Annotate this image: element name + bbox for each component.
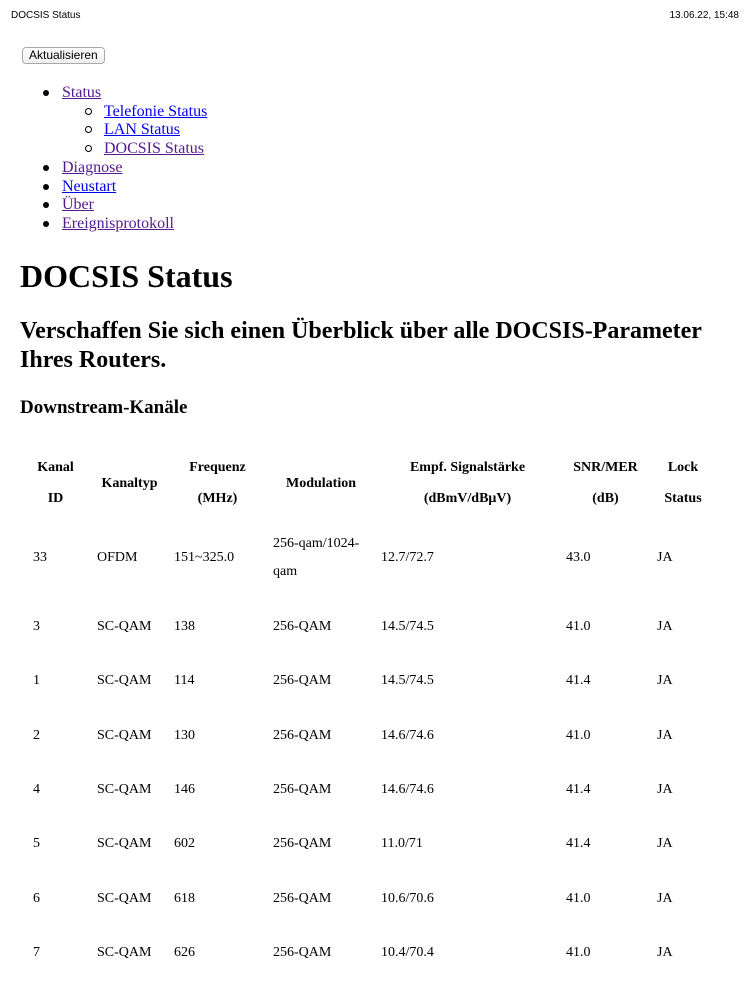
col-header-frequenz-line2: (MHz): [197, 491, 238, 506]
cell-modulation: 256-QAM: [273, 836, 332, 852]
cell-kanal-id: 6: [33, 890, 40, 906]
cell-kanaltyp: SC-QAM: [97, 836, 152, 852]
cell-frequenz: 618: [174, 890, 195, 906]
cell-snr: 41.0: [566, 619, 591, 635]
cell-snr: 41.0: [566, 890, 591, 906]
nav-link-lan-status[interactable]: LAN Status: [104, 121, 180, 139]
downstream-channels-table: [20, 450, 715, 980]
cell-lock-status: JA: [657, 619, 673, 635]
nav-item-ereignisprotokoll: [21, 215, 207, 234]
col-header-kanaltyp: [91, 450, 168, 516]
col-header-kanal-id: [20, 450, 91, 516]
status-submenu: [62, 103, 207, 159]
cell-kanal-id: 3: [33, 619, 40, 635]
nav-item-diagnose: [21, 159, 207, 178]
cell-kanaltyp: SC-QAM: [97, 619, 152, 635]
nav-item-lan-status: [62, 121, 207, 140]
main-nav: [21, 84, 207, 234]
table-row: [20, 600, 715, 654]
nav-item-neustart: [21, 178, 207, 197]
cell-kanal-id: 1: [33, 673, 40, 689]
cell-frequenz: 151~325.0: [174, 550, 235, 565]
cell-lock-status: JA: [657, 944, 673, 960]
cell-signalstaerke: 11.0/71: [381, 836, 423, 852]
col-header-kanal-id-line1: Kanal: [37, 460, 74, 475]
nav-item-docsis-status: [62, 140, 207, 159]
cell-kanaltyp: OFDM: [97, 550, 138, 565]
table-row: [20, 926, 715, 980]
cell-kanaltyp: SC-QAM: [97, 727, 152, 743]
cell-signalstaerke: 14.6/74.6: [381, 727, 434, 743]
col-header-snr-line1: SNR/MER: [573, 460, 638, 475]
cell-modulation: 256-qam/1024-qam: [273, 536, 360, 579]
col-header-snr-line2: (dB): [592, 491, 619, 506]
nav-link-ereignisprotokoll[interactable]: Ereignisprotokoll: [62, 214, 174, 232]
cell-frequenz: 130: [174, 727, 195, 743]
cell-snr: 41.4: [566, 836, 591, 852]
page-title: DOCSIS Status: [20, 258, 233, 294]
cell-lock-status: JA: [657, 550, 673, 565]
cell-signalstaerke: 14.5/74.5: [381, 619, 434, 635]
col-header-signalstaerke-line2: (dBmV/dBμV): [423, 491, 512, 506]
cell-kanaltyp: SC-QAM: [97, 673, 152, 689]
col-header-signalstaerke: [375, 450, 560, 516]
nav-item-telefonie-status: [62, 103, 207, 122]
cell-frequenz: 114: [174, 673, 195, 689]
cell-lock-status: JA: [657, 836, 673, 852]
cell-lock-status: JA: [657, 890, 673, 906]
nav-link-diagnose[interactable]: Diagnose: [62, 158, 123, 176]
col-header-kanal-id-line2: ID: [47, 491, 64, 506]
cell-kanaltyp: SC-QAM: [97, 890, 152, 906]
cell-modulation: 256-QAM: [273, 619, 332, 635]
cell-modulation: 256-QAM: [273, 782, 332, 798]
cell-kanal-id: 33: [33, 550, 47, 565]
cell-frequenz: 626: [174, 944, 195, 960]
nav-item-status: [21, 84, 207, 159]
cell-modulation: 256-QAM: [273, 944, 332, 960]
table-row: [20, 654, 715, 708]
cell-kanaltyp: SC-QAM: [97, 782, 152, 798]
cell-kanaltyp: SC-QAM: [97, 944, 152, 960]
col-header-frequenz-line1: Frequenz: [189, 460, 246, 475]
cell-snr: 41.0: [566, 944, 591, 960]
nav-item-ueber: [21, 196, 207, 215]
col-header-signalstaerke-line1: Empf. Signalstärke: [409, 460, 526, 475]
cell-frequenz: 138: [174, 619, 195, 635]
nav-link-status[interactable]: Status: [62, 84, 102, 101]
table-row: [20, 763, 715, 817]
cell-signalstaerke: 10.4/70.4: [381, 944, 434, 960]
cell-signalstaerke: 14.5/74.5: [381, 673, 434, 689]
cell-snr: 41.0: [566, 727, 591, 743]
cell-snr: 43.0: [566, 550, 591, 565]
cell-frequenz: 602: [174, 836, 195, 852]
nav-link-docsis-status[interactable]: DOCSIS Status: [104, 140, 205, 158]
window-title: DOCSIS Status: [11, 10, 81, 21]
nav-link-telefonie-status[interactable]: Telefonie Status: [104, 102, 208, 120]
cell-lock-status: JA: [657, 727, 673, 743]
cell-kanal-id: 4: [33, 782, 40, 798]
col-header-lock-status-line2: Status: [664, 491, 702, 506]
timestamp: 13.06.22, 15:48: [669, 10, 739, 21]
table-row: [20, 709, 715, 763]
section-title-downstream: Downstream-Kanäle: [20, 397, 188, 418]
page-subtitle: Verschaffen Sie sich einen Überblick über alle DOCSIS-Parameter Ihres Routers.: [20, 318, 702, 373]
table-row: [20, 817, 715, 871]
cell-signalstaerke: 10.6/70.6: [381, 890, 434, 906]
col-header-snr: [560, 450, 651, 516]
cell-kanal-id: 5: [33, 836, 40, 852]
window-title-bar: [0, 0, 745, 30]
col-header-modulation-label: Modulation: [285, 475, 356, 491]
cell-kanal-id: 7: [33, 944, 40, 960]
cell-modulation: 256-QAM: [273, 727, 332, 743]
table-header-row: [20, 450, 715, 516]
cell-modulation: 256-QAM: [273, 890, 332, 906]
table-row: [20, 516, 715, 600]
col-header-modulation: [267, 450, 375, 516]
col-header-kanaltyp-label: Kanaltyp: [101, 475, 158, 491]
col-header-lock-status-line1: Lock: [667, 460, 699, 475]
cell-snr: 41.4: [566, 782, 591, 798]
cell-signalstaerke: 12.7/72.7: [381, 550, 434, 565]
col-header-frequenz: [168, 450, 267, 516]
nav-link-ueber[interactable]: Über: [62, 196, 94, 214]
cell-frequenz: 146: [174, 782, 195, 798]
refresh-button[interactable]: Aktualisieren: [22, 47, 105, 64]
col-header-lock-status: [651, 450, 715, 516]
cell-lock-status: JA: [657, 782, 673, 798]
cell-signalstaerke: 14.6/74.6: [381, 782, 434, 798]
cell-lock-status: JA: [657, 673, 673, 689]
table-row: [20, 871, 715, 925]
cell-snr: 41.4: [566, 673, 591, 689]
cell-kanal-id: 2: [33, 727, 40, 743]
nav-link-neustart[interactable]: Neustart: [62, 177, 117, 195]
cell-modulation: 256-QAM: [273, 673, 332, 689]
